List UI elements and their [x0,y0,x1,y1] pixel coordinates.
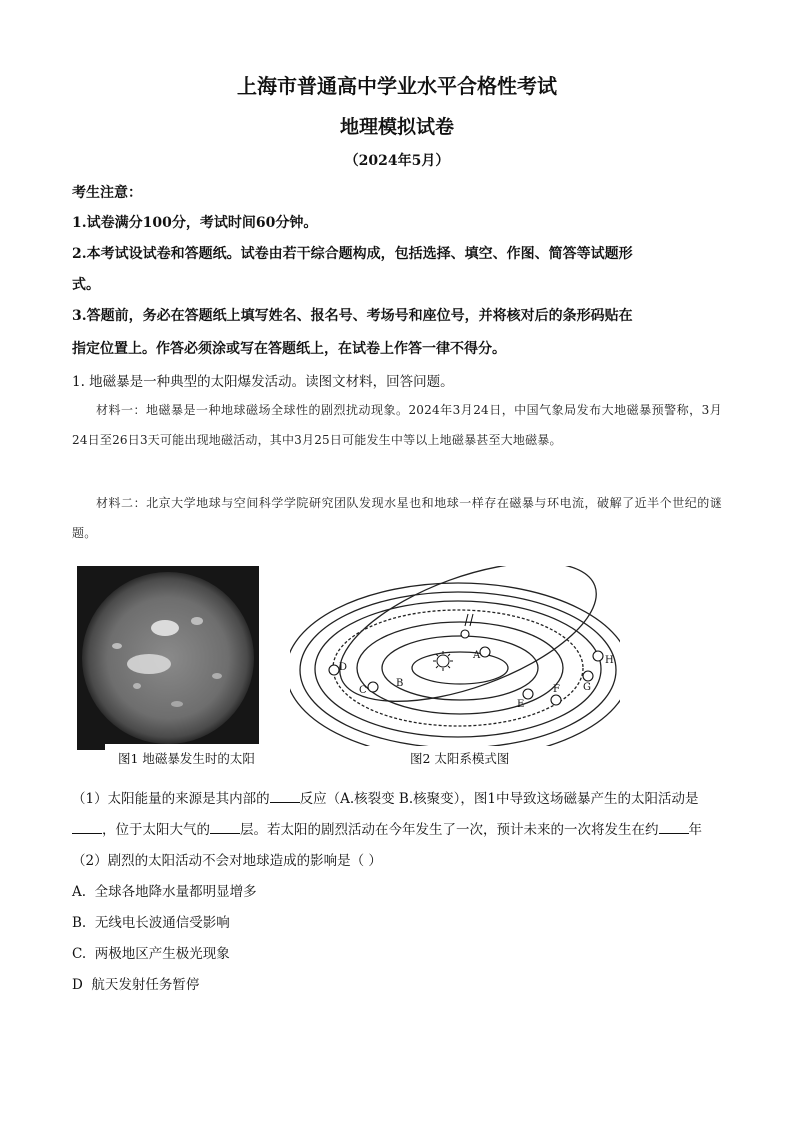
figure-2-caption: 图2 太阳系模式图 [410,751,510,766]
notice-heading: 考生注意： [72,185,142,201]
orbit-label-g: G [583,682,591,693]
orbit-label-b: B [396,678,404,689]
option-c[interactable]: C. 两极地区产生极光现象 [72,946,230,962]
sun-photo [77,566,259,750]
answer-blank[interactable] [270,790,300,803]
notice-item-2-line-1: 2.本考试设试卷和答题纸。试卷由若干综合题构成，包括选择、填空、作图、简答等试题形 [72,246,633,262]
option-d[interactable]: D 航天发射任务暂停 [72,977,200,993]
page-subtitle: 地理模拟试卷 [339,116,454,138]
notice-item-3-line-1: 3.答题前，务必在答题纸上填写姓名、报名号、考场号和座位号，并将核对后的条形码贴在 [72,308,633,324]
answer-blank[interactable] [72,821,102,834]
orbit-label-e: E [517,699,525,710]
material-1: 材料一：地磁暴是一种地球磁场全球性的剧烈扰动现象。2024年3月24日，中国气象局发布大地磁暴预警称，3月24日至26日3天可能出现地磁活动，其中3月25日可能发生中等以上地磁暴甚至大地磁暴。 [72,403,722,447]
notice-item-3-line-2: 指定位置上。作答必须涂或写在答题纸上，在试卷上作答一律不得分。 [72,341,506,357]
material-2: 材料二：北京大学地球与空间科学学院研究团队发现水星也和地球一样存在磁暴与环电流，破解了近半个世纪的谜题。 [72,496,722,540]
option-b[interactable]: B. 无线电长波通信受影响 [72,915,230,931]
notice-item-2-line-2: 式。 [72,277,100,293]
sub-question-1-line-1: （1）太阳能量的来源是其内部的 反应（A.核裂变 B.核聚变），图1中导致这场磁暴产生的太阳活动是 [72,791,699,807]
orbit-label-h: H [605,655,614,666]
answer-blank[interactable] [659,821,689,834]
sub-question-1-line-2: ，位于太阳大气的 层。若太阳的剧烈活动在今年发生了一次，预计未来的一次将发生在约 年 [72,818,702,838]
question-1-intro: 1. 地磁暴是一种典型的太阳爆发活动。读图文材料，回答问题。 [72,374,454,390]
option-a[interactable]: A. 全球各地降水量都明显增多 [72,884,257,900]
orbit-label-d: D [339,662,348,673]
orbit-label-c: C [359,685,367,696]
page-title: 上海市普通高中学业水平合格性考试 [237,74,557,98]
exam-date: （2024年5月） [344,153,450,169]
answer-blank[interactable] [210,821,240,834]
figure-1-caption: 图1 地磁暴发生时的太阳 [118,751,255,766]
notice-item-1: 1.试卷满分100分，考试时间60分钟。 [72,215,318,231]
orbit-label-a: A [473,650,481,661]
orbit-label-f: F [553,684,560,695]
sub-question-2: （2）剧烈的太阳活动不会对地球造成的影响是（ ） [72,853,382,869]
solar-system-diagram [290,566,620,746]
